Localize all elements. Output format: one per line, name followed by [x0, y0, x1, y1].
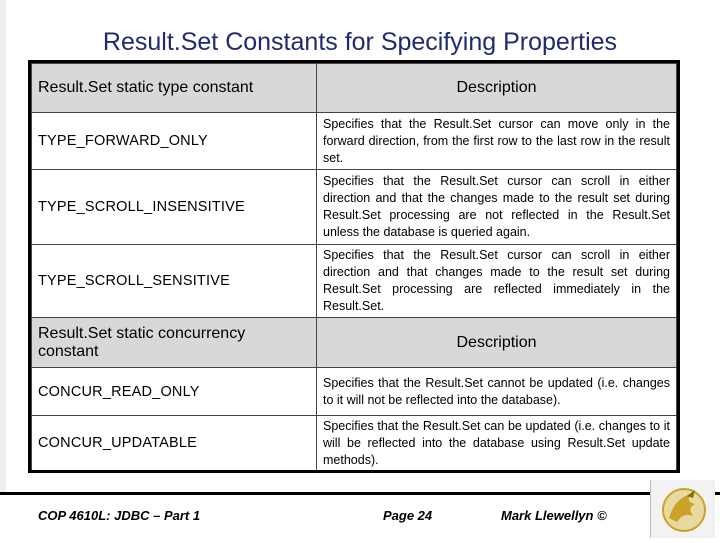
constant-description: Specifies that the Result.Set can be updated (i.e. changes to it will be reflected into the database using Result.Set update methods).: [317, 416, 677, 471]
constant-name: TYPE_SCROLL_SENSITIVE: [32, 245, 317, 318]
type-header-row: [32, 64, 677, 113]
concurrency-header-row: [32, 318, 677, 368]
concurrency-header-col1: Result.Set static concurrency constant: [32, 318, 317, 368]
footer-author: Mark Llewellyn ©: [501, 508, 607, 523]
type-header-col1: Result.Set static type constant: [32, 64, 317, 113]
table-row: [32, 245, 677, 318]
constant-description: Specifies that the Result.Set cannot be updated (i.e. changes to it will not be reflected into the database).: [317, 368, 677, 416]
constants-table: [28, 60, 680, 473]
table-row: [32, 368, 677, 416]
constant-description: Specifies that the Result.Set cursor can scroll in either direction and that the changes made to the result set during Result.Set processing are not reflected in the Result.Set unless the database is queried again.: [317, 170, 677, 245]
table-row: [32, 170, 677, 245]
constant-name: CONCUR_UPDATABLE: [32, 416, 317, 471]
constant-name: CONCUR_READ_ONLY: [32, 368, 317, 416]
pegasus-logo-icon: [650, 480, 715, 538]
slide-title: Result.Set Constants for Specifying Properties: [102, 28, 618, 56]
footer-page-number: Page 24: [383, 508, 433, 523]
constant-name: TYPE_FORWARD_ONLY: [32, 113, 317, 170]
constant-description: Specifies that the Result.Set cursor can scroll in either direction and that changes made to the result set during Result.Set processing are reflected immediately in the Result.Set.: [317, 245, 677, 318]
footer-course: COP 4610L: JDBC – Part 1: [38, 508, 201, 523]
table-row: [32, 416, 677, 471]
concurrency-header-col2: Description: [317, 318, 677, 368]
constant-name: TYPE_SCROLL_INSENSITIVE: [32, 170, 317, 245]
type-header-col2: Description: [317, 64, 677, 113]
constant-description: Specifies that the Result.Set cursor can move only in the forward direction, from the first row to the last row in the result set.: [317, 113, 677, 170]
table-row: [32, 113, 677, 170]
footer-divider: [0, 492, 720, 495]
slide-side-bar: [0, 0, 6, 494]
